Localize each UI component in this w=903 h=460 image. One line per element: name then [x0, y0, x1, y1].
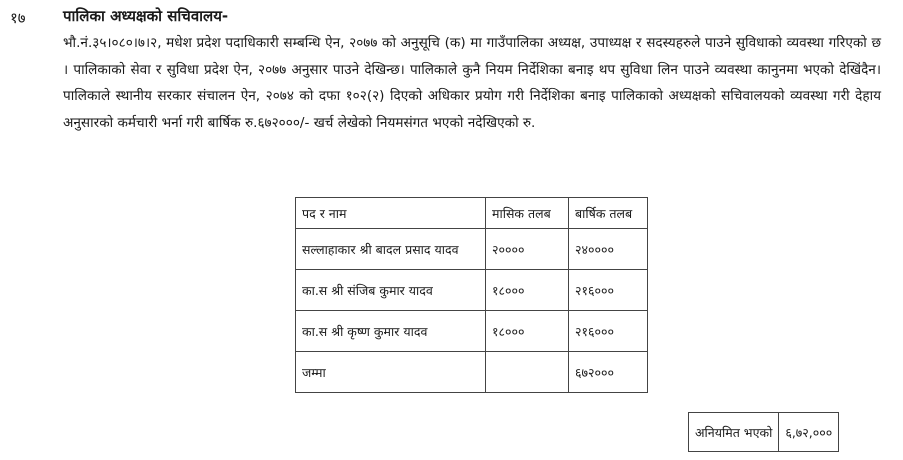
cell-annual-salary: २१६००० — [569, 311, 648, 352]
table-row — [296, 311, 648, 352]
cell-total-monthly — [486, 352, 569, 393]
section-heading: पालिका अध्यक्षको सचिवालय- — [63, 7, 229, 25]
cell-monthly-salary: १८००० — [486, 311, 569, 352]
header-monthly-salary: मासिक तलब — [486, 198, 569, 229]
table-header-row — [296, 198, 648, 229]
cell-total-annual: ६७२००० — [569, 352, 648, 393]
header-post-name: पद र नाम — [296, 198, 486, 229]
table-row — [296, 270, 648, 311]
cell-post-name: सल्लाहाकार श्री बादल प्रसाद यादव — [296, 229, 486, 270]
table-row — [296, 229, 648, 270]
header-annual-salary: बार्षिक तलब — [569, 198, 648, 229]
cell-monthly-salary: २०००० — [486, 229, 569, 270]
body-paragraph: भौ.नं.३५।०८०।७।२, मधेश प्रदेश पदाधिकारी सम्बन्धि ऐन, २०७७ को अनुसूचि (क) मा गाउँपालिका अध्यक्ष, उपाध्यक्ष र सदस्यहरुले पाउने सुविधाको व्यवस्था गरिएको छ । पालिकाको सेवा र सुविधा प्रदेश ऐन, २०७७ अनुसार पाउने देखिन्छ। पालिकाले कुनै नियम निर्देशिका बनाइ थप सुविधा लिन पाउने व्यवस्था कानुनमा भएको देखिंदैन। पालिकाले स्थानीय सरकार संचालन ऐन, २०७४ को दफा १०२(२) दिएको अधिकार प्रयोग गरी निर्देशिका बनाइ पालिकाको अध्यक्षको सचिवालयको व्यवस्था गरी देहाय अनुसारको कर्मचारी भर्ना गरी बार्षिक रु.६७२०००/- खर्च लेखेको नियमसंगत भएको नदेखिएको रु. — [63, 35, 881, 131]
irregular-label: अनियमित भएको — [689, 413, 779, 452]
irregular-amount-box — [688, 412, 839, 452]
irregular-value: ६,७२,००० — [779, 413, 839, 452]
summary-row — [689, 413, 839, 452]
cell-post-name: का.स श्री कृष्ण कुमार यादव — [296, 311, 486, 352]
cell-annual-salary: २१६००० — [569, 270, 648, 311]
cell-monthly-salary: १८००० — [486, 270, 569, 311]
table-total-row — [296, 352, 648, 393]
cell-post-name: का.स श्री संजिब कुमार यादव — [296, 270, 486, 311]
cell-annual-salary: २४०००० — [569, 229, 648, 270]
salary-table — [295, 197, 648, 393]
section-number: १७ — [10, 9, 26, 27]
cell-total-label: जम्मा — [296, 352, 486, 393]
